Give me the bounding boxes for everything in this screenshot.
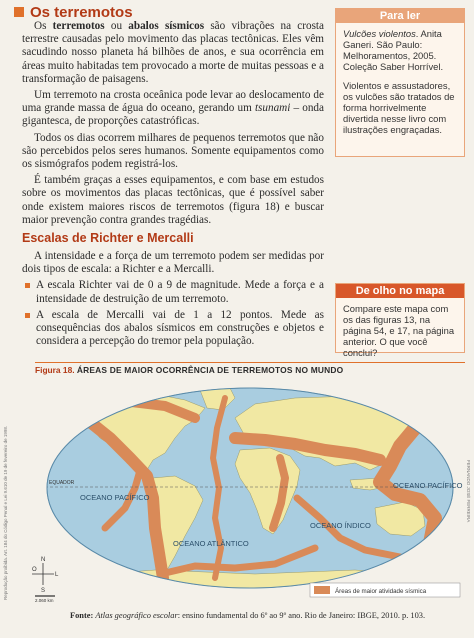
source-title: Atlas geográfico escolar	[95, 611, 178, 620]
scales-intro: A intensidade e a força de um terremoto podem ser medidas por dois tipos de escala: a Richter e a Mercalli.	[22, 250, 324, 276]
figure-number: Figura 18.	[35, 365, 75, 375]
term-terremotos: terremotos	[52, 20, 105, 32]
map-legend	[310, 583, 460, 597]
atlantic-label: OCEANO ATLÂNTICO	[173, 539, 249, 548]
map-question-box	[335, 283, 465, 358]
term-abalos: abalos sísmicos	[128, 20, 205, 32]
copyright-note: Reprodução proibida. Art. 184 do Código Penal e Lei 9.610 de 19 de fevereiro de 1998.	[3, 425, 8, 600]
figure-source: Fonte: Atlas geográfico escolar: ensino fundamental do 6º ao 9º ano. Rio de Janeiro: IBGE, 2010. p. 103.	[70, 611, 426, 620]
legend-swatch	[314, 586, 330, 594]
reading-box	[335, 8, 465, 157]
paragraph-3: Todos os dias ocorrem milhares de pequenos terremotos que não são percebidos pelos seres humanos. Somente equipamentos como os sismógrafos podem registrá-los.	[22, 131, 324, 171]
term-tsunami: tsunami	[254, 102, 291, 115]
scale-label: 2.060 km	[35, 598, 54, 603]
map-question-text: Compare este mapa com os das figuras 13, na página 54, e 17, na página anterior. O que você conclui?	[343, 303, 455, 358]
book-description: Violentos e assustadores, os vulcões são tratados de forma horrivelmente divertida nesse livro com ilustrações engraçadas.	[343, 80, 455, 135]
paragraph-2: Um terremoto na crosta oceânica pode levar ao deslocamento de uma grande massa de água do oceano, gerando um tsunami – onda gigantesca, de proporções catastróficas.	[22, 89, 324, 128]
illustrator-credit: FERNANDO JOSÉ FERREIRA	[466, 460, 471, 523]
pacific-left-label: OCEANO PACÍFICO	[80, 493, 150, 502]
legend-label: Áreas de maior atividade sísmica	[335, 588, 427, 595]
pacific-right-label: OCEANO PACÍFICO	[393, 481, 463, 490]
figure-caption	[35, 362, 465, 378]
scale-bar	[35, 596, 55, 603]
paragraph-1: Os terremotos ou abalos sísmicos são vibrações na crosta terrestre causadas pelo movimento das placas tectônicas. Eles vêm sacudindo nosso planeta há bilhões de anos, e sua ocorrência em áreas muito habitadas tem provocado a morte de muitas pessoas e a transformação de paisagens.	[22, 20, 325, 85]
indian-label: OCEANO ÍNDICO	[310, 521, 371, 530]
scales-text	[22, 250, 324, 351]
list-item: A escala de Mercalli vai de 1 a 12 pontos. Mede as consequências dos abalos sísmicos em construções e objetos e considera a percepção do tremor pela população.	[22, 309, 324, 349]
world-map	[32, 378, 465, 603]
equator-label: EQUADOR	[49, 480, 75, 486]
section-marker	[14, 7, 24, 17]
subsection-title: Escalas de Richter e Mercalli	[22, 231, 194, 245]
compass-west: O	[32, 567, 37, 573]
map-question-header: De olho no mapa	[336, 284, 464, 298]
scales-list	[22, 279, 324, 348]
compass-east: L	[55, 572, 59, 578]
compass-north: N	[41, 557, 46, 563]
book-reference: Vulcões violentos. Anita Ganeri. São Paulo: Melhoramentos, 2005. Coleção Saber Horrível.	[343, 28, 444, 72]
paragraph-4: É também graças a esses equipamentos, e com base em estudos sobre os movimentos das placas tectônicas, que é possível saber onde existem maiores riscos de terremotos (figura 18) e buscar maior prevenção contra grandes tragédias.	[22, 174, 324, 226]
seismic-map	[32, 378, 465, 603]
main-text	[22, 20, 324, 230]
compass-south: S	[41, 588, 46, 594]
list-item: A escala Richter vai de 0 a 9 de magnitude. Mede a força e a intensidade de destruição de um terremoto.	[22, 279, 324, 305]
figure-title: ÁREAS DE MAIOR OCORRÊNCIA DE TERREMOTOS NO MUNDO	[76, 365, 344, 375]
section-title: Os terremotos	[30, 3, 133, 21]
book-title: Vulcões violentos	[343, 28, 416, 39]
reading-box-header: Para ler	[336, 9, 464, 23]
section-header	[14, 2, 133, 22]
